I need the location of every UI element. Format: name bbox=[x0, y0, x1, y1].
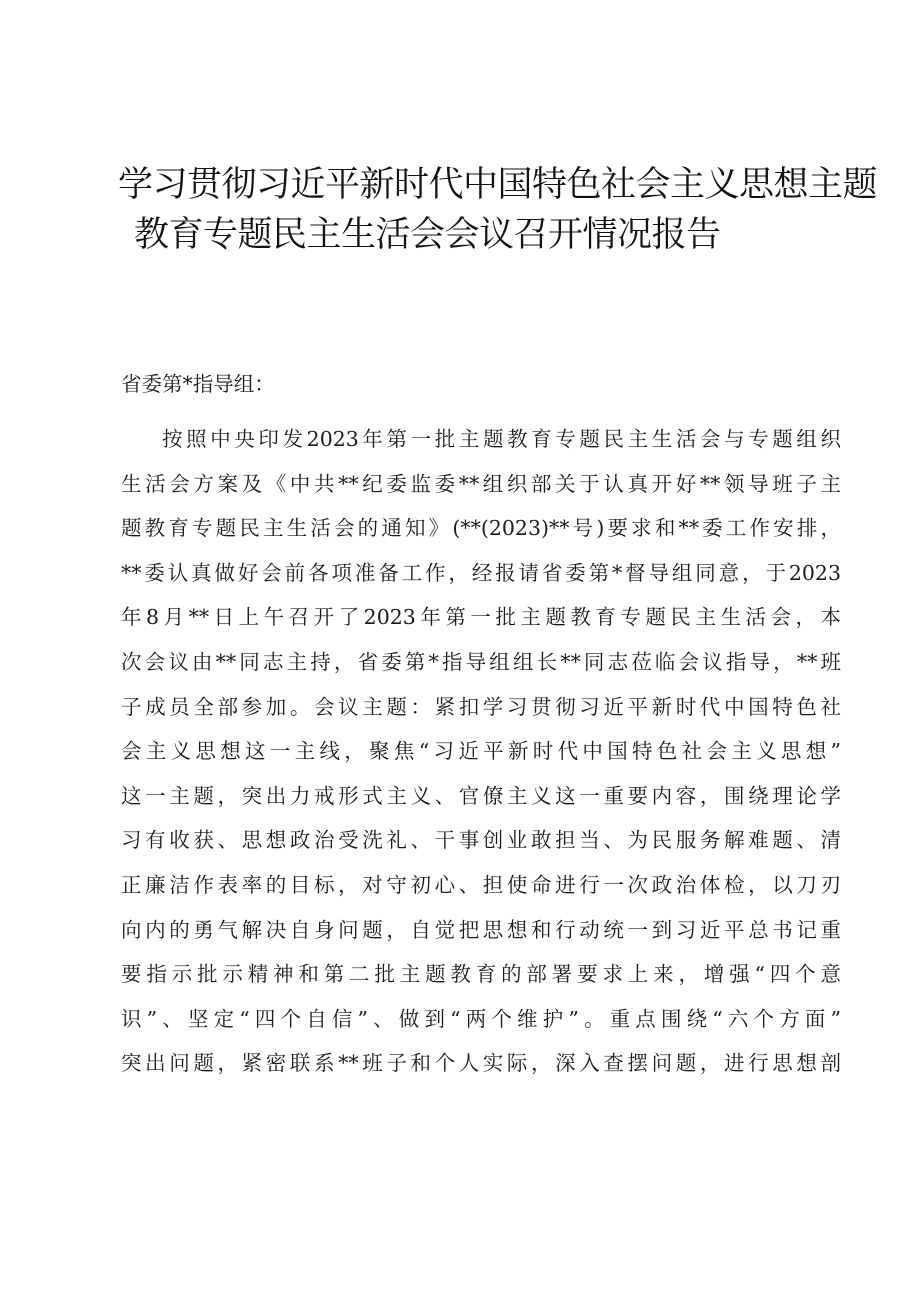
body-line: **委认真做好会前各项准备工作，经报请省委第*督导组同意，于2023 bbox=[121, 560, 841, 585]
body-line: 正廉洁作表率的目标，对守初心、担使命进行一次政治体检，以刀刃 bbox=[121, 872, 841, 897]
salutation: 省委第*指导组： bbox=[121, 372, 275, 396]
body-line: 识”、坚定“四个自信”、做到“两个维护”。重点围绕“六个方面” bbox=[121, 1006, 841, 1031]
body-line: 要指示批示精神和第二批主题教育的部署要求上来，增强“四个意 bbox=[121, 962, 841, 987]
body-line: 子成员全部参加。会议主题：紧扣学习贯彻习近平新时代中国特色社 bbox=[121, 694, 841, 719]
body-line: 年8月**日上午召开了2023年第一批主题教育专题民主生活会，本 bbox=[121, 605, 841, 630]
body-line: 次会议由**同志主持，省委第*指导组组长**同志莅临会议指导，**班 bbox=[121, 649, 841, 674]
title-line: 学习贯彻习近平新时代中国特色社会主义思想主题 bbox=[118, 165, 878, 205]
body-line: 会主义思想这一主线，聚焦“习近平新时代中国特色社会主义思想” bbox=[121, 739, 841, 764]
body-line: 生活会方案及《中共**纪委监委**组织部关于认真开好**领导班子主 bbox=[121, 471, 841, 496]
body-line: 突出问题，紧密联系**班子和个人实际，深入查摆问题，进行思想剖 bbox=[121, 1051, 841, 1076]
body-line: 题教育专题民主生活会的通知》(**(2023)**号)要求和**委工作安排， bbox=[121, 516, 841, 541]
body-line: 习有收获、思想政治受洗礼、干事创业敢担当、为民服务解难题、清 bbox=[121, 828, 841, 853]
body-line: 按照中央印发2023年第一批主题教育专题民主生活会与专题组织 bbox=[162, 427, 841, 451]
body-line: 这一主题，突出力戒形式主义、官僚主义这一重要内容，围绕理论学 bbox=[121, 783, 841, 808]
document-title bbox=[118, 160, 878, 260]
body-paragraph bbox=[121, 424, 841, 1093]
title-line: 教育专题民主生活会会议召开情况报告 bbox=[134, 215, 721, 255]
body-line: 向内的勇气解决自身问题，自觉把思想和行动统一到习近平总书记重 bbox=[121, 917, 841, 942]
